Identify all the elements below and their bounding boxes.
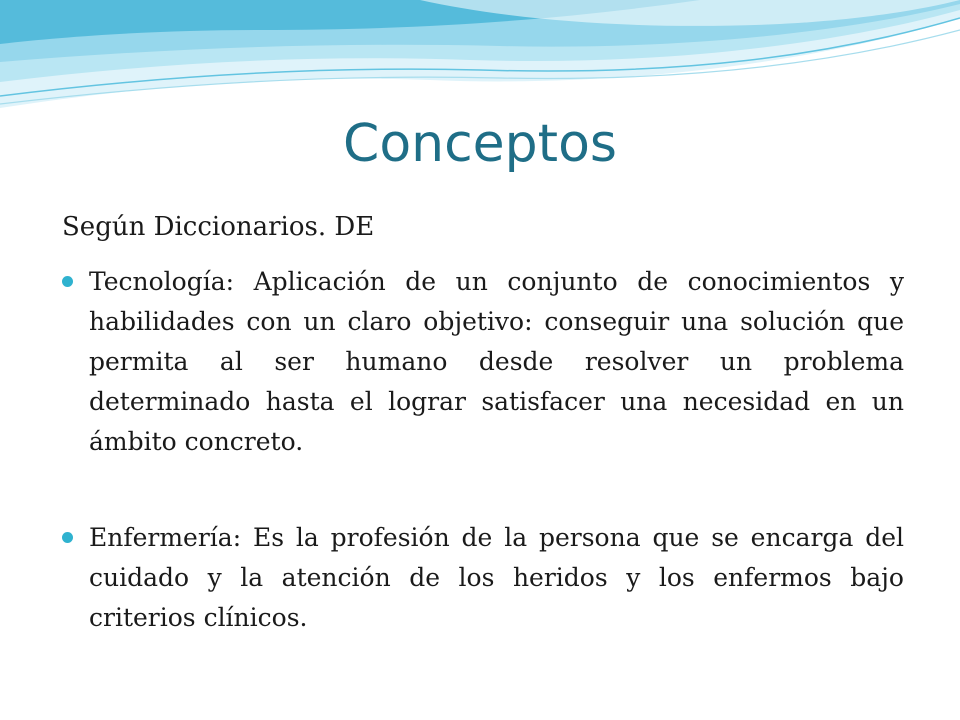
bullet-dot-icon [62,532,73,543]
bullet-text: Tecnología: Aplicación de un conjunto de conocimientos y habilidades con un claro objetivo: conseguir una solución que permita al ser humano desde resolver un problema determinado hasta el lograr satisfacer una necesidad en un ámbito concreto. [89,267,904,456]
header-wave-decoration [0,0,960,120]
slide-title: Conceptos [343,114,617,174]
bullet-dot-icon [62,276,73,287]
bullet-text: Enfermería: Es la profesión de la persona que se encarga del cuidado y la atención de los heridos y los enfermos bajo criterios clínicos. [89,523,904,632]
bullet-item-tecnologia [62,262,904,462]
slide-subtitle: Según Diccionarios. DE [62,212,375,242]
bullet-item-enfermeria [62,518,904,638]
bullet-list [62,262,904,638]
